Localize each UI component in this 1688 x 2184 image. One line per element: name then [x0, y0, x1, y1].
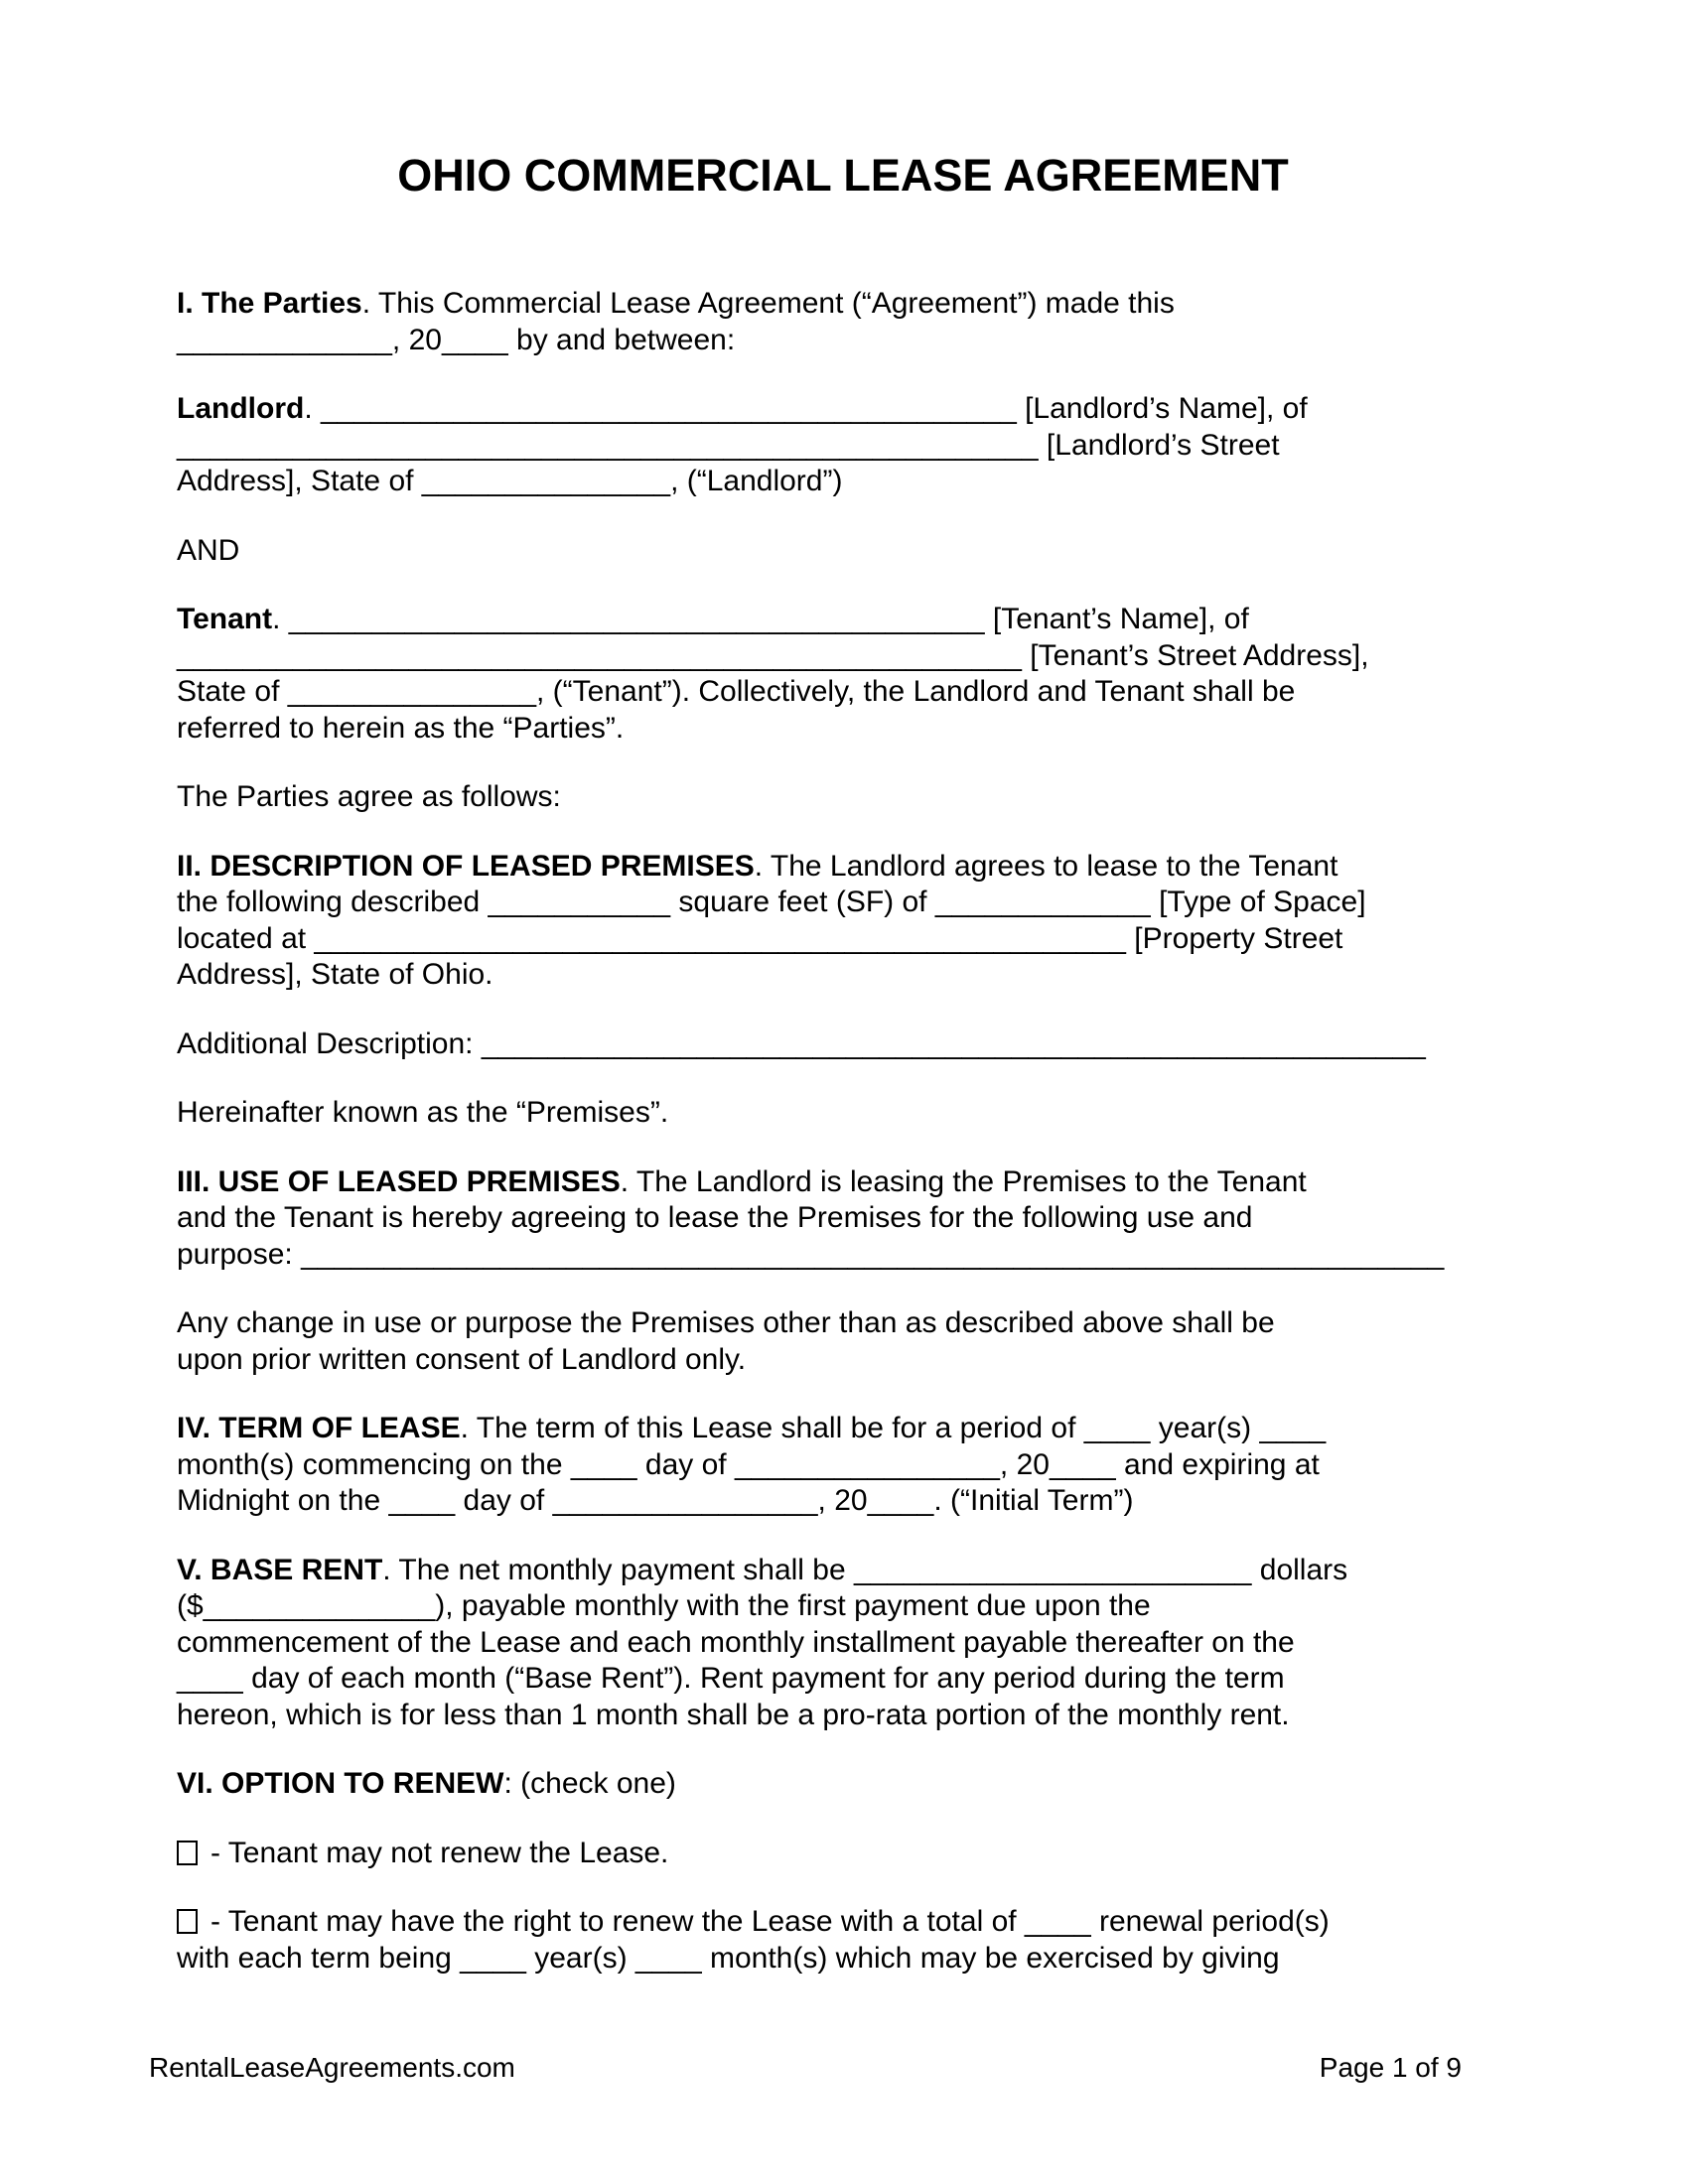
doc-line: and the Tenant is hereby agreeing to lease the Premises for the following use and	[177, 1201, 1253, 1234]
doc-text: . The term of this Lease shall be for a period of ____ year(s) ____	[460, 1412, 1327, 1444]
section-base-rent	[177, 1553, 1509, 1734]
tenant-label: Tenant	[177, 603, 273, 635]
landlord-label: Landlord	[177, 392, 305, 425]
doc-line: The Parties agree as follows:	[177, 780, 561, 813]
section-use-heading: III. USE OF LEASED PREMISES	[177, 1164, 621, 1198]
doc-line: commencement of the Lease and each monthly installment payable thereafter on the	[177, 1625, 1295, 1659]
doc-line: Midnight on the ____ day of ________________, 20____. (“Initial Term”)	[177, 1484, 1134, 1517]
doc-text: : (check one)	[503, 1767, 676, 1800]
doc-line: Hereinafter known as the “Premises”.	[177, 1096, 669, 1129]
doc-line: with each term being ____ year(s) ____ month(s) which may be exercised by giving	[177, 1941, 1280, 1975]
section-description-of-premises	[177, 849, 1509, 994]
doc-text: . __________________________________________ [Landlord’s Name], of	[304, 392, 1308, 425]
use-change-paragraph	[177, 1305, 1509, 1378]
doc-line	[177, 1836, 1509, 1872]
hereinafter-line	[177, 1095, 1509, 1132]
renew-no-checkbox[interactable]	[177, 1841, 198, 1865]
doc-line: Any change in use or purpose the Premises other than as described above shall be	[177, 1306, 1275, 1339]
doc-line	[177, 1553, 1509, 1589]
section-tenant	[177, 602, 1509, 747]
doc-text: . The Landlord agrees to lease to the Tenant	[754, 849, 1338, 883]
doc-line: ____ day of each month (“Base Rent”). Rent payment for any period during the term	[177, 1662, 1285, 1695]
additional-description-line	[177, 1026, 1509, 1063]
doc-line: State of _______________, (“Tenant”). Collectively, the Landlord and Tenant shall be	[177, 675, 1296, 708]
doc-line: referred to herein as the “Parties”.	[177, 711, 625, 745]
doc-line	[177, 391, 1509, 428]
doc-line: month(s) commencing on the ____ day of ________________, 20____ and expiring at	[177, 1447, 1320, 1481]
doc-text: . The net monthly payment shall be ________________________ dollars	[382, 1553, 1348, 1586]
doc-line: the following described ___________ square feet (SF) of _____________ [Type of Space]	[177, 886, 1366, 918]
doc-text: . This Commercial Lease Agreement (“Agreement”) made this	[361, 287, 1175, 320]
document-title: OHIO COMMERCIAL LEASE AGREEMENT	[397, 150, 1289, 201]
doc-line: AND	[177, 533, 240, 567]
section-term-heading: IV. TERM OF LEASE	[177, 1412, 461, 1444]
doc-line: _____________, 20____ by and between:	[177, 323, 736, 356]
section-base-rent-heading: V. BASE RENT	[177, 1553, 383, 1586]
renew-yes-checkbox[interactable]	[177, 1909, 198, 1934]
page-footer	[149, 2051, 1462, 2085]
section-renew-heading: VI. OPTION TO RENEW	[177, 1767, 504, 1800]
doc-line	[177, 1411, 1509, 1447]
section-term-of-lease	[177, 1411, 1509, 1520]
doc-line	[177, 1164, 1509, 1201]
doc-line	[177, 849, 1509, 886]
parties-agree-line	[177, 779, 1509, 816]
and-separator	[177, 533, 1509, 570]
section-parties-heading: I. The Parties	[177, 287, 362, 320]
doc-line: purpose: _____________________________________________________________________	[177, 1237, 1445, 1271]
doc-line: upon prior written consent of Landlord only.	[177, 1342, 747, 1376]
renew-no-label: - Tenant may not renew the Lease.	[211, 1836, 669, 1869]
footer-site-name: RentalLeaseAgreements.com	[149, 2052, 515, 2083]
doc-line: located at _________________________________________________ [Property Street	[177, 921, 1343, 955]
section-landlord	[177, 391, 1509, 500]
section-parties	[177, 286, 1509, 358]
doc-line: Additional Description: _________________________________________________________	[177, 1026, 1426, 1060]
section-option-to-renew	[177, 1766, 1509, 1803]
doc-line: ($______________), payable monthly with the first payment due upon the	[177, 1589, 1151, 1622]
section-use-of-premises	[177, 1164, 1509, 1274]
footer-page-number: Page 1 of 9	[1319, 2052, 1462, 2083]
doc-line	[177, 1766, 1509, 1803]
doc-line: Address], State of Ohio.	[177, 958, 493, 991]
doc-line	[177, 602, 1509, 638]
doc-text: . The Landlord is leasing the Premises to the Tenant	[620, 1164, 1307, 1198]
section-description-heading: II. DESCRIPTION OF LEASED PREMISES	[177, 849, 755, 883]
renew-yes-label: - Tenant may have the right to renew the Lease with a total of ____ renewal period(s)	[211, 1905, 1330, 1938]
doc-line: Address], State of _______________, (“Landlord”)	[177, 465, 843, 497]
doc-line	[177, 1904, 1509, 1941]
doc-line	[177, 286, 1509, 323]
doc-text: . __________________________________________ [Tenant’s Name], of	[272, 603, 1249, 635]
renew-option-no	[177, 1836, 1509, 1872]
renew-option-yes	[177, 1904, 1509, 1977]
doc-line: ___________________________________________________ [Tenant’s Street Address],	[177, 638, 1369, 672]
doc-line: hereon, which is for less than 1 month shall be a pro-rata portion of the monthly rent.	[177, 1698, 1290, 1731]
doc-line: ____________________________________________________ [Landlord’s Street	[177, 428, 1280, 462]
